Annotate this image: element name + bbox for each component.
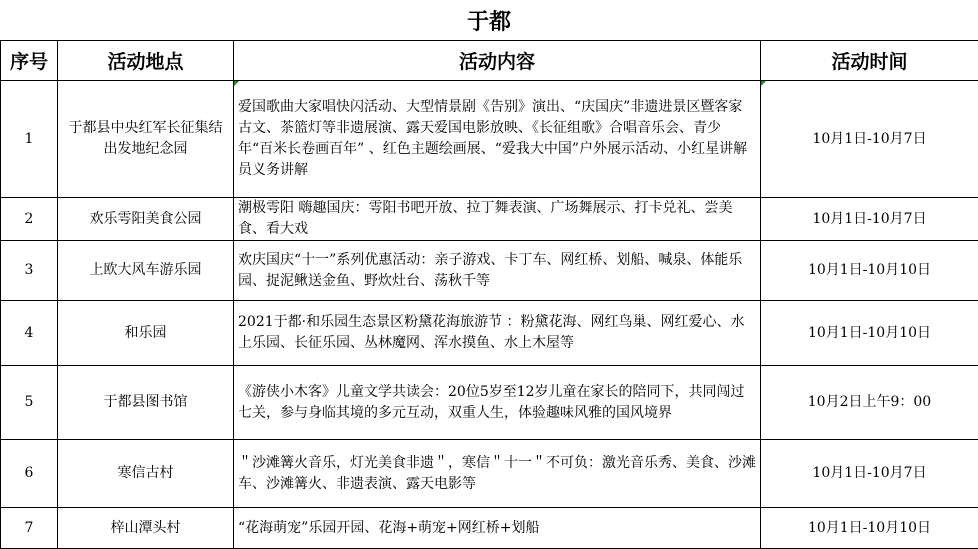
row-number: 6 xyxy=(1,440,58,508)
row-number: 2 xyxy=(1,198,58,241)
row-time: 10月1日-10月7日 xyxy=(761,198,978,241)
row-content: 《游侠小木客》儿童文学共读会：20位5岁至12岁儿童在家长的陪同下，共同闯过七关，参与身临其境的多元互动，双重人生，体验趣味风雅的国风境界 xyxy=(234,366,761,440)
header-number: 序号 xyxy=(1,41,58,81)
activity-table xyxy=(0,40,978,549)
row-location: 于都县图书馆 xyxy=(58,366,234,440)
table-row xyxy=(1,508,978,549)
row-location: 和乐园 xyxy=(58,301,234,366)
header-content: 活动内容 xyxy=(234,41,761,81)
row-time: 10月1日-10月7日 xyxy=(761,440,978,508)
row-content: 欢庆国庆“十一”系列优惠活动：亲子游戏、卡丁车、网红桥、划船、喊泉、体能乐园、捉泥鳅送金鱼、野炊灶台、荡秋千等 xyxy=(234,241,761,301)
row-content xyxy=(234,81,761,198)
cell-comment-marker xyxy=(761,81,766,86)
page-title: 于都 xyxy=(0,0,978,40)
table-row xyxy=(1,198,978,241)
header-time: 活动时间 xyxy=(761,41,978,81)
row-number: 1 xyxy=(1,81,58,198)
header-location: 活动地点 xyxy=(58,41,234,81)
row-time-text: 10月1日-10月7日 xyxy=(812,131,926,147)
cell-comment-marker xyxy=(234,81,239,86)
row-location: 于都县中央红军长征集结出发地纪念园 xyxy=(58,81,234,198)
table-row xyxy=(1,440,978,508)
row-content: “花海萌宠”乐园开园、花海+萌宠+网红桥+划船 xyxy=(234,508,761,549)
row-time: 10月2日上午9：00 xyxy=(761,366,978,440)
table-row xyxy=(1,366,978,440)
table-row xyxy=(1,241,978,301)
row-content: 潮极雩阳 嗨趣国庆：雩阳书吧开放、拉丁舞表演、广场舞展示、打卡兑礼、尝美食、看大戏 xyxy=(234,198,761,241)
row-location: 欢乐雩阳美食公园 xyxy=(58,198,234,241)
row-content: ＂沙滩篝火音乐，灯光美食非遗＂，寒信＂十一＂不可负：激光音乐秀、美食、沙滩车、沙滩篝火、非遗表演、露天电影等 xyxy=(234,440,761,508)
row-number: 3 xyxy=(1,241,58,301)
row-time: 10月1日-10月10日 xyxy=(761,301,978,366)
table-row xyxy=(1,301,978,366)
row-number: 5 xyxy=(1,366,58,440)
row-content-text: 爱国歌曲大家唱快闪活动、大型情景剧《告别》演出、“庆国庆”非遗进景区暨客家古文、茶篮灯等非遗展演、露天爱国电影放映、《长征组歌》合唱音乐会、青少年“百米长卷画百年” 、红色主题绘画展、“爱我大中国”户外展示活动、小红星讲解员义务讲解 xyxy=(238,99,747,178)
row-time: 10月1日-10月10日 xyxy=(761,241,978,301)
row-time xyxy=(761,81,978,198)
header-row xyxy=(1,41,978,81)
table-row xyxy=(1,81,978,198)
row-number: 4 xyxy=(1,301,58,366)
row-location: 寒信古村 xyxy=(58,440,234,508)
row-time: 10月1日-10月10日 xyxy=(761,508,978,549)
row-location: 梓山潭头村 xyxy=(58,508,234,549)
row-location: 上欧大风车游乐园 xyxy=(58,241,234,301)
row-number: 7 xyxy=(1,508,58,549)
row-content: 2021于都·和乐园生态景区粉黛花海旅游节 ：粉黛花海、网红鸟巢、网红爱心、水上乐园、长征乐园、丛林魔网、浑水摸鱼、水上木屋等 xyxy=(234,301,761,366)
